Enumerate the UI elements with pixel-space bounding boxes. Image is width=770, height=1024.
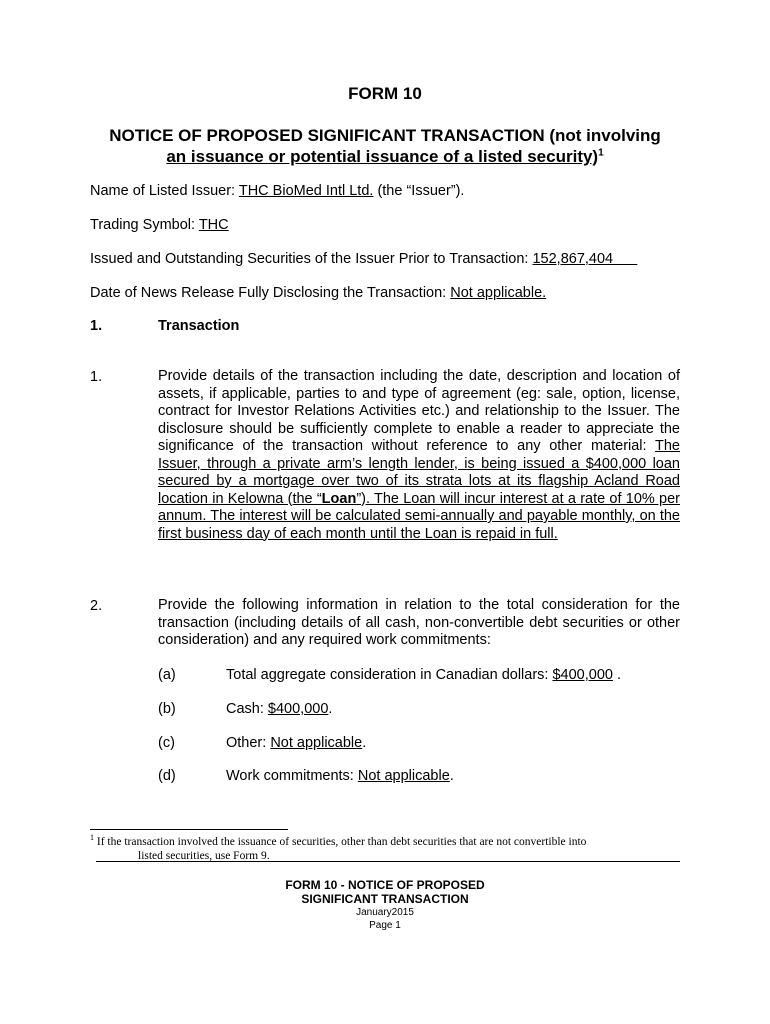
footer-date: January2015 bbox=[356, 907, 414, 918]
securities-label: Issued and Outstanding Securities of the Issuer Prior to Transaction: bbox=[90, 251, 533, 267]
subitem-b-value: $400,000 bbox=[267, 701, 329, 717]
trading-symbol-value: THC bbox=[198, 217, 229, 233]
item-2-paragraph: Provide the following information in relation to the total consideration for the transaction (including details of all cash, non-convertible debt securities or other consideration) and any required work commitments: bbox=[158, 597, 680, 648]
subitem-d-suffix: . bbox=[449, 768, 454, 784]
item-2-number: 2. bbox=[90, 598, 103, 614]
subtitle-line-2: an issuance or potential issuance of a listed security) bbox=[166, 147, 599, 166]
issuer-name-label: Name of Listed Issuer: bbox=[90, 183, 239, 199]
subitem-a-prompt: Total aggregate consideration in Canadian dollars: bbox=[226, 667, 553, 683]
subitem-b-prompt: Cash: bbox=[226, 701, 268, 717]
footnote bbox=[90, 835, 680, 863]
subitem-d-value: Not applicable bbox=[357, 768, 450, 784]
subitem-a-value: $400,000 bbox=[552, 667, 613, 683]
footer-line-2: SIGNIFICANT TRANSACTION bbox=[301, 892, 469, 906]
subitem-c-label: (c) bbox=[158, 735, 175, 751]
subitem-b-label: (b) bbox=[158, 701, 176, 717]
trading-symbol-line bbox=[90, 217, 229, 233]
subitem-d-label: (d) bbox=[158, 768, 176, 784]
footnote-line-2: listed securities, use Form 9. bbox=[138, 850, 270, 862]
trading-symbol-label: Trading Symbol: bbox=[90, 217, 199, 233]
section-title: Transaction bbox=[158, 318, 240, 334]
footer-line-1: FORM 10 - NOTICE OF PROPOSED bbox=[285, 878, 485, 892]
footnote-mark: 1 bbox=[90, 833, 94, 843]
subitem-c-prompt: Other: bbox=[226, 735, 271, 751]
subitem-a-label: (a) bbox=[158, 667, 176, 683]
news-release-label: Date of News Release Fully Disclosing the Transaction: bbox=[90, 285, 451, 301]
subitem-d-text bbox=[226, 768, 454, 784]
news-release-line bbox=[90, 285, 546, 301]
item-1-answer-part2: ”). The Loan will incur interest at a rate of 10% per annum. The interest will be calculated semi-annually and payable monthly, on the first business day of each month until the Loan is repaid in full. bbox=[158, 490, 680, 542]
item-1-number: 1. bbox=[90, 369, 103, 385]
subtitle-line-1: NOTICE OF PROPOSED SIGNIFICANT TRANSACTION (not involving bbox=[109, 126, 661, 145]
footnote-bottom-rule bbox=[96, 861, 680, 862]
section-number: 1. bbox=[90, 318, 103, 334]
securities-value: 152,867,404 bbox=[532, 251, 638, 267]
subitem-c-suffix: . bbox=[362, 735, 367, 751]
subitem-b-suffix: . bbox=[328, 701, 333, 717]
securities-line bbox=[90, 251, 637, 267]
subitem-d-prompt: Work commitments: bbox=[226, 768, 358, 784]
page-footer bbox=[0, 878, 770, 932]
subitem-c-text bbox=[226, 735, 366, 751]
footnote-separator bbox=[90, 829, 288, 830]
item-1-answer-bold: Loan bbox=[321, 490, 357, 507]
item-1-paragraph bbox=[158, 368, 680, 543]
issuer-name-value: THC BioMed Intl Ltd. bbox=[238, 183, 374, 199]
item-1-prompt: Provide details of the transaction including the date, description and location of assets, if applicable, parties to and type of agreement (eg: sale, option, license, contract for Investor Relations Activities etc.) and relationship to the Issuer. The disclosure should be sufficiently complete to enable a reader to appreciate the significance of the transaction without reference to any other material: bbox=[158, 368, 680, 454]
news-release-value: Not applicable. bbox=[450, 285, 547, 301]
subitem-b-text bbox=[226, 701, 332, 717]
form-subtitle bbox=[90, 125, 680, 167]
issuer-name-line bbox=[90, 183, 464, 199]
footnote-line-1: If the transaction involved the issuance of securities, other than debt securities that are not convertible into bbox=[94, 836, 587, 848]
subitem-c-value: Not applicable bbox=[270, 735, 363, 751]
form-title: FORM 10 bbox=[348, 84, 422, 103]
subitem-a-suffix: . bbox=[612, 667, 622, 683]
subitem-a-text bbox=[226, 667, 621, 683]
item-1-answer-part1: The Issuer, through a private arm’s length lender, is being issued a $400,000 loan secured by a mortgage over two of its strata lots at its flagship Acland Road location in Kelowna (the “ bbox=[158, 438, 680, 507]
footer-page-number: Page 1 bbox=[369, 920, 401, 931]
issuer-name-suffix: (the “Issuer”). bbox=[373, 183, 465, 199]
subtitle-footnote-mark: 1 bbox=[598, 147, 604, 159]
